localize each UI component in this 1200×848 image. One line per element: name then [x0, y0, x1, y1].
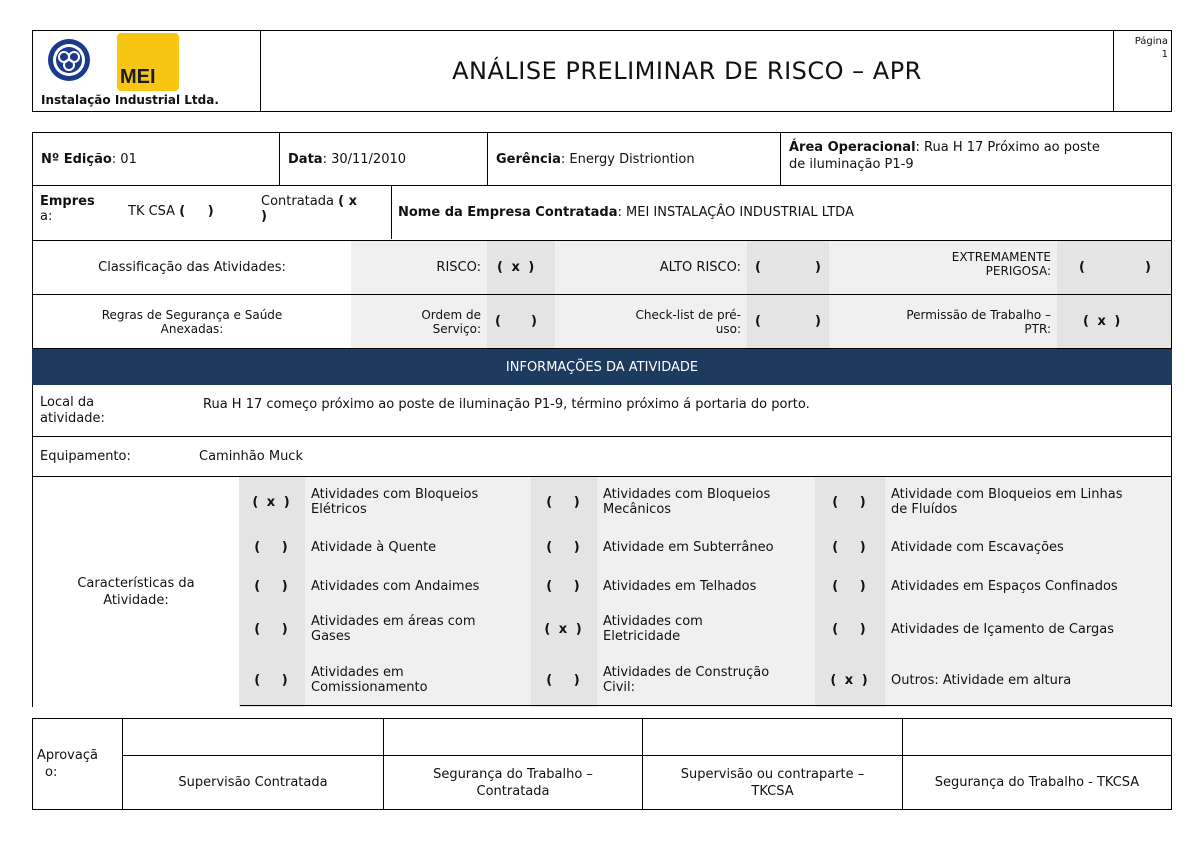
section-title: INFORMAÇÕES DA ATIVIDADE [505, 359, 699, 375]
activity-label [603, 605, 813, 653]
activity-checkbox: ( x ) [830, 672, 870, 688]
caracteristicas-grid [239, 477, 1171, 707]
seguranca-tkcsa: Segurança do Trabalho - TKCSA [902, 756, 1171, 809]
activity-label-line: Elétricos [311, 502, 367, 517]
page-number: 1 [1161, 49, 1168, 60]
edicao-value: : 01 [111, 151, 137, 167]
local-value: Rua H 17 começo próximo ao poste de iluminação P1-9, término próximo á portaria do porto. [203, 397, 810, 412]
activity-label [891, 527, 1169, 567]
activity-label-line: Atividades em Espaços Confinados [891, 578, 1118, 594]
empresa-label: Empres a: [40, 194, 95, 224]
activity-label [311, 477, 529, 527]
activity-checkbox: ( ) [832, 494, 868, 510]
info-row [32, 132, 1172, 186]
area-value-2: de iluminação P1-9 [789, 157, 914, 172]
activity-label-line: Atividade com Escavações [891, 539, 1064, 555]
regras-label: Regras de Segurança e Saúde Anexadas: [101, 307, 283, 336]
activity-checkbox: ( ) [254, 621, 290, 637]
area-label: Área Operacional [789, 140, 916, 155]
equipamento-label: Equipamento: [40, 449, 131, 464]
tk-emblem-icon [46, 37, 92, 83]
contratada-option: Contratada ( x ) [261, 194, 357, 224]
activity-checkbox: ( ) [546, 494, 582, 510]
classificacao-label: Classificação das Atividades: [98, 260, 286, 275]
risco-label: RISCO: [351, 241, 487, 294]
alto-risco-label: ALTO RISCO: [555, 241, 747, 294]
activity-label-line: Atividades em [311, 665, 404, 680]
activity-label [891, 477, 1169, 527]
activity-checkbox: ( ) [254, 539, 290, 555]
activity-label-line: Atividade com Bloqueios em Linhas [891, 487, 1123, 502]
activity-label [891, 653, 1169, 707]
activity-label-line: Atividades com Andaimes [311, 578, 480, 594]
activity-checkbox: ( ) [546, 539, 582, 555]
nome-empresa-cell [391, 186, 1171, 239]
activity-label-line: Atividades com Bloqueios [603, 487, 771, 502]
nome-empresa-label: Nome da Empresa Contratada [398, 205, 618, 220]
activity-label [311, 605, 529, 653]
tk-checkbox: ( ) [179, 204, 214, 219]
activity-label-line: Comissionamento [311, 680, 428, 695]
caracteristicas-bottom-border [240, 705, 1172, 706]
activity-checkbox: ( ) [832, 578, 868, 594]
ordem-servico-checkbox: ( ) [487, 295, 555, 348]
page-title: ANÁLISE PRELIMINAR DE RISCO – APR [452, 57, 922, 85]
edicao-cell [33, 133, 280, 185]
activity-label [603, 527, 813, 567]
activity-checkbox: ( ) [546, 672, 582, 688]
activity-checkbox: ( ) [546, 578, 582, 594]
regras-row [32, 295, 1172, 349]
checklist-checkbox: ( ) [747, 295, 829, 348]
activity-label-line: Atividades em áreas com [311, 614, 476, 629]
activity-label-line: Atividades com [603, 614, 703, 629]
activity-label [891, 567, 1169, 605]
checklist-label: Check-list de pré- uso: [555, 295, 747, 348]
aprovacao-role-row [123, 756, 1171, 809]
activity-checkbox: ( x ) [252, 494, 292, 510]
activity-label-line: Gases [311, 629, 351, 644]
activity-checkbox: ( ) [832, 539, 868, 555]
activity-checkbox: ( ) [254, 578, 290, 594]
data-cell [280, 133, 488, 185]
caracteristicas-label: Características da Atividade: [77, 576, 195, 608]
tk-option [128, 204, 214, 219]
gerencia-cell [488, 133, 781, 185]
section-header [32, 349, 1172, 385]
area-cell [781, 133, 1171, 185]
alto-risco-checkbox: ( ) [747, 241, 829, 294]
extremamente-checkbox: ( ) [1057, 241, 1171, 294]
permissao-label: Permissão de Trabalho – PTR: [829, 295, 1057, 348]
caracteristicas-block [32, 477, 1172, 707]
activity-checkbox: ( x ) [544, 621, 584, 637]
permissao-checkbox: ( x ) [1057, 295, 1171, 348]
activity-label [603, 477, 813, 527]
activity-label [603, 567, 813, 605]
gerencia-label: Gerência [496, 151, 561, 167]
activity-label-line: Civil: [603, 680, 635, 695]
supervisao-contratada: Supervisão Contratada [178, 775, 328, 790]
page-number-box [1113, 31, 1171, 111]
seguranca-contratada: Segurança do Trabalho – Contratada [383, 756, 642, 809]
classificacao-row [32, 241, 1172, 295]
data-value: : 30/11/2010 [322, 151, 407, 167]
activity-label-line: Atividade à Quente [311, 539, 437, 555]
activity-label-line: Atividade em Subterrâneo [603, 539, 774, 555]
activity-label [891, 605, 1169, 653]
activity-label-line: Mecânicos [603, 502, 672, 517]
ordem-servico-label: Ordem de Serviço: [351, 295, 487, 348]
empresa-row [32, 186, 1172, 241]
risco-checkbox: ( x ) [487, 241, 555, 294]
aprovacao-table [32, 718, 1172, 810]
nome-empresa-value: : MEI INSTALAÇÂO INDUSTRIAL LTDA [617, 205, 854, 220]
activity-label [311, 527, 529, 567]
mei-logo [117, 33, 179, 91]
local-label: Local da atividade: [40, 395, 105, 426]
activity-label [603, 653, 813, 707]
edicao-label: Nº Edição [41, 151, 112, 167]
contratada-checkbox: ( x [338, 194, 357, 209]
supervisao-tkcsa: Supervisão ou contraparte – TKCSA [642, 756, 902, 809]
logo-area [33, 31, 261, 111]
extremamente-label: EXTREMAMENTE PERIGOSA: [829, 241, 1057, 294]
activity-label [311, 567, 529, 605]
activity-label-line: Atividades em Telhados [603, 578, 757, 594]
activity-label [311, 653, 529, 707]
activity-label-line: Atividades com Bloqueios [311, 487, 479, 502]
tk-label: TK CSA [128, 204, 176, 219]
activity-checkbox: ( ) [832, 621, 868, 637]
equipamento-value: Caminhão Muck [199, 449, 303, 464]
area-value-1: : Rua H 17 Próximo ao poste [915, 140, 1100, 155]
page-label: Página [1134, 36, 1168, 47]
aprovacao-signature-row [123, 719, 1171, 756]
activity-label-line: de Fluídos [891, 502, 958, 517]
gerencia-value: : Energy Distriontion [560, 151, 695, 167]
activity-label-line: Outros: Atividade em altura [891, 672, 1072, 688]
header-box [32, 30, 1172, 112]
contratada-label: Contratada [261, 194, 334, 209]
mei-logo-text: MEI [120, 66, 156, 88]
company-name: Instalação Industrial Ltda. [41, 93, 219, 107]
activity-label-line: Atividades de Içamento de Cargas [891, 621, 1114, 637]
equipamento-row [32, 437, 1172, 477]
local-row [32, 385, 1172, 437]
aprovacao-label: Aprovaçã o: [33, 719, 123, 809]
activity-checkbox: ( ) [254, 672, 290, 688]
data-label: Data [288, 151, 323, 167]
activity-label-line: Atividades de Construção [603, 665, 770, 680]
activity-label-line: Eletricidade [603, 629, 681, 644]
